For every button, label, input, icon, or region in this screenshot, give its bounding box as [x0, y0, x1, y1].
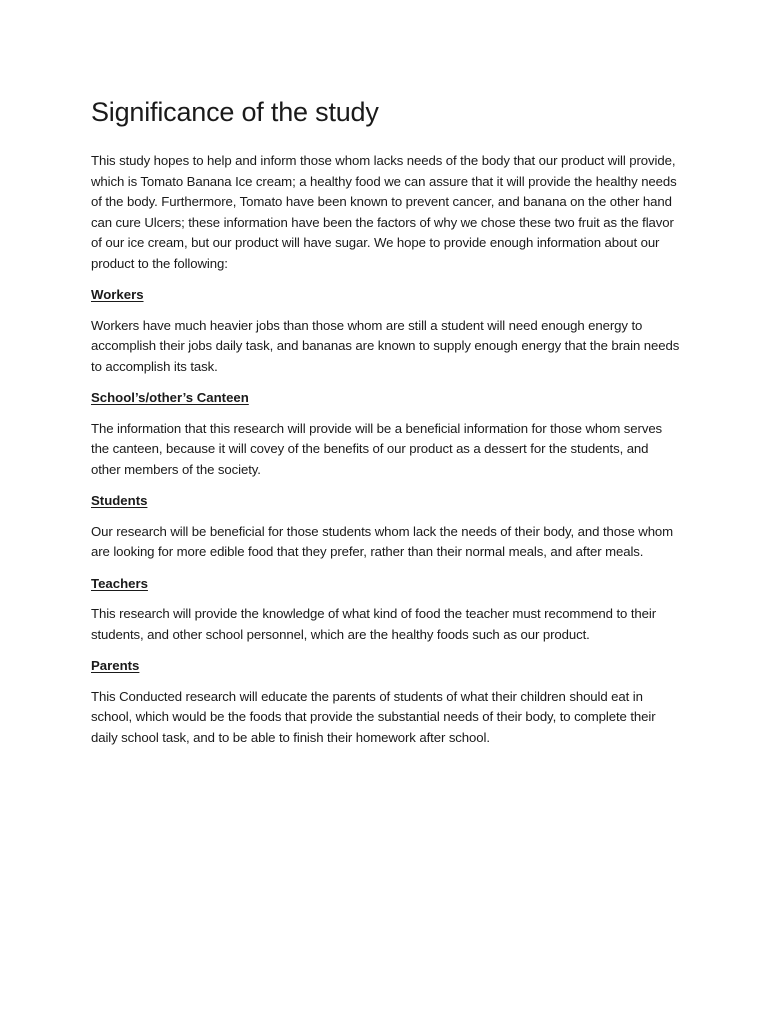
section-heading-parents: Parents: [91, 658, 140, 673]
section-heading-workers: Workers: [91, 287, 144, 302]
section-heading-students: Students: [91, 493, 148, 508]
section-body-workers: Workers have much heavier jobs than those whom are still a student will need enough energy to accomplish their jobs daily task, and bananas are known to supply enough energy that the brain needs to accomplish its task.: [91, 317, 680, 374]
section-heading-canteen: School’s/other’s Canteen: [91, 390, 249, 405]
section-body-teachers: This research will provide the knowledge of what kind of food the teacher must recommend to their students, and other school personnel, which are the healthy foods such as our product.: [91, 606, 656, 642]
section-heading-teachers: Teachers: [91, 575, 148, 591]
intro-paragraph: This study hopes to help and inform those whom lacks needs of the body that our product will provide, which is Tomato Banana Ice cream; a healthy food we can assure that it will provide the healthy needs of the body. Furthermore, Tomato have been known to prevent cancer, and banana on the other hand can cure Ulcers; these information have been the factors of why we chose these two fruit as the flavor of our ice cream, but our product will have sugar. We hope to provide enough information about our product to the following:: [91, 153, 677, 271]
section-body-parents: This Conducted research will educate the parents of students of what their children should eat in school, which would be the foods that provide the substantial needs of their body, to complete their daily school task, and to be able to finish their homework after school.: [91, 688, 656, 745]
section-body-students: Our research will be beneficial for those students whom lack the needs of their body, and those whom are looking for more edible food that they prefer, rather than their normal meals, and after meals.: [91, 523, 674, 559]
document-title: Significance of the study: [91, 97, 379, 127]
section-body-canteen: The information that this research will provide will be a beneficial information for those whom serves the canteen, because it will covey of the benefits of our product as a dessert for the students, and other members of the society.: [91, 420, 663, 477]
document-content: [91, 92, 681, 748]
